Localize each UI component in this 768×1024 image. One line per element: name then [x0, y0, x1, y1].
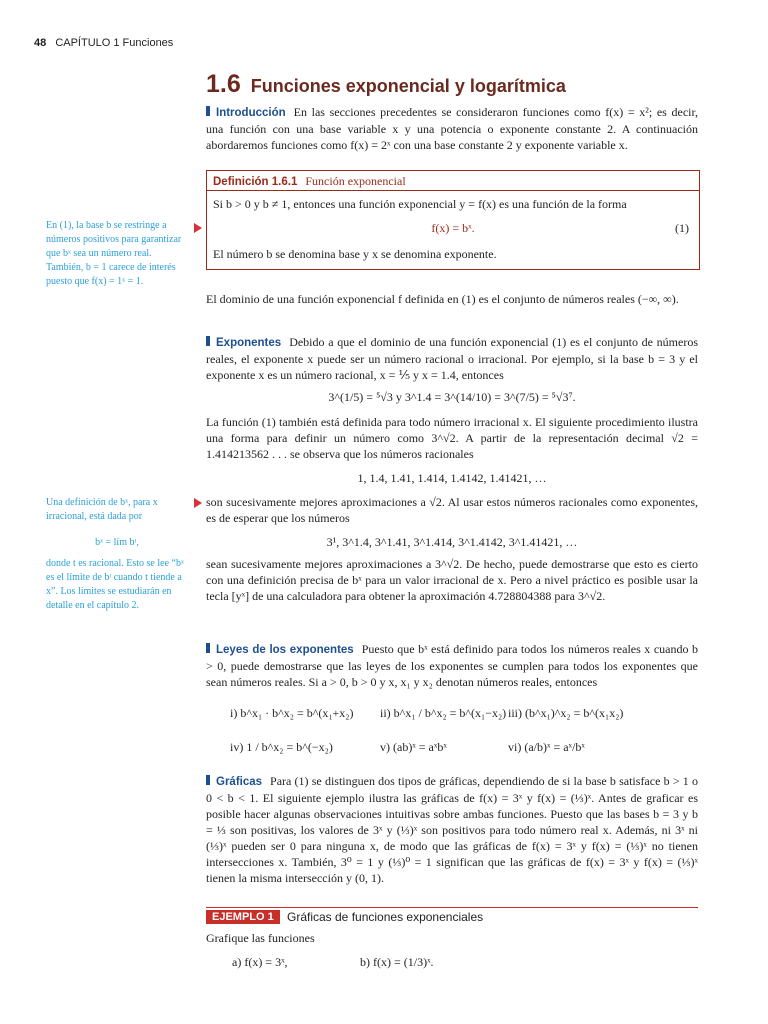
graphs-paragraph: [206, 773, 698, 886]
domain-paragraph: El dominio de una función exponencial f definida en (1) es el conjunto de números reales (−∞, ∞).: [206, 292, 679, 306]
intro-paragraph: [206, 104, 698, 153]
graphs-heading: Gráficas: [216, 776, 263, 788]
chapter-label: CAPÍTULO 1 Funciones: [55, 37, 174, 49]
definition-line1: Si b > 0 y b ≠ 1, entonces una función exponencial y = f(x) es una función de la forma: [213, 197, 627, 211]
definition-name: Función exponencial: [305, 174, 406, 188]
definition-label: Definición 1.6.1: [213, 176, 298, 188]
intro-heading: Introducción: [216, 107, 286, 119]
margin-note-2-formula: bˣ = lím bᵗ,: [95, 537, 139, 548]
intro-text: En las secciones precedentes se consideraron funciones como f(x) = x²; es decir, una función con una base variable x y una potencia o exponente constante 2. A continuación abordaremos funciones como f(x) = 2ˣ con una base constante 2 y exponente variable x.: [206, 105, 698, 152]
power-sequence: 3¹, 3^1.4, 3^1.41, 3^1.414, 3^1.4142, 3^1.41421, …: [326, 535, 578, 549]
law-item: vi) (a/b)ˣ = aˣ/bˣ: [508, 740, 585, 754]
graphs-text: Para (1) se distinguen dos tipos de gráficas, dependiendo de si la base b satisface b > 1 o 0 < b < 1. El siguiente ejemplo ilustra las gráficas de f(x) = 3ˣ y f(x) = (⅓)ˣ. Antes de graficar es posible hacer algunas observaciones intuitivas sobre ambas funciones. Puesto que las bases b = 3 y b = ⅓ son positivas, los valores de 3ˣ y (⅓)ˣ son positivos para todo número real x. Además, ni 3ˣ ni (⅓)ˣ pueden ser 0 para ninguna x, de modo que las gráficas de f(x) = 3ˣ y f(x) = (⅓)ˣ no tienen intersecciones x. También, 3⁰ = 1 y (⅓)⁰ = 1 significan que las gráficas de f(x) = 3ˣ y f(x) = (⅓)ˣ tienen la misma intersección y (0, 1).: [206, 774, 698, 885]
margin-note-1: En (1), la base b se restringe a números positivos para garantizar que bˣ sea un número real. También, b = 1 carece de interés puesto que f(x) = 1ˣ = 1.: [46, 220, 182, 287]
exponents-text3: son sucesivamente mejores aproximaciones a √2. Al usar estos números racionales como exponentes, es de esperar que los números: [206, 495, 698, 525]
exponents-text2: La función (1) también está definida para todo número irracional x. El siguiente procedimiento ilustra una forma para definir un número como 3^√2. A partir de la representación decimal √2 = 1.414213562 . . . se observa que los números racionales: [206, 415, 698, 461]
example-rule: [206, 907, 698, 908]
section-number: 1.6: [206, 70, 241, 98]
heading-bar-icon: [206, 775, 210, 785]
page-header: [34, 37, 173, 49]
heading-bar-icon: [206, 336, 210, 346]
example-part-b: b) f(x) = (1/3)ˣ.: [360, 955, 434, 969]
margin-note-2a: Una definición de bˣ, para x irracional, está dada por: [46, 497, 158, 522]
definition-box: [206, 170, 700, 270]
example-intro: Grafique las funciones: [206, 931, 315, 945]
section-heading: Funciones exponencial y logarítmica: [250, 76, 566, 96]
pointer-arrow-icon: [194, 498, 202, 508]
example-title: Gráficas de funciones exponenciales: [287, 910, 484, 924]
definition-title: [207, 171, 699, 191]
heading-bar-icon: [206, 106, 210, 116]
laws-heading: Leyes de los exponentes: [216, 644, 354, 656]
law-item: v) (ab)ˣ = aˣbˣ: [380, 740, 447, 754]
definition-formula: f(x) = bˣ.: [431, 221, 475, 235]
law-item: i) b^x₁ · b^x₂ = b^(x₁+x₂): [230, 706, 354, 720]
example-part-a: a) f(x) = 3ˣ,: [232, 955, 288, 969]
formula-number: (1): [675, 221, 689, 235]
pointer-arrow-icon: [194, 223, 202, 233]
heading-bar-icon: [206, 643, 210, 653]
law-item: iv) 1 / b^x₂ = b^(−x₂): [230, 740, 333, 754]
laws-text: Puesto que bˣ está definido para todos los números reales x cuando b > 0, puede demostrarse que las leyes de los exponentes se cumplen para todos los exponentes que sean números reales. Si a > 0, b > 0 y x, x₁ y x₂ denotan números reales, entonces: [206, 642, 698, 689]
exponents-formula: 3^(1/5) = ⁵√3 y 3^1.4 = 3^(14/10) = 3^(7/5) = ⁵√3⁷.: [328, 390, 576, 404]
exponents-heading: Exponentes: [216, 337, 282, 349]
exponents-text: Debido a que el dominio de una función exponencial (1) es el conjunto de números reales, el exponente x puede ser un número racional o irracional. Por ejemplo, si la base b = 3 y el exponente x es un número racional, x = ⅕ y x = 1.4, entonces: [206, 335, 698, 382]
definition-line2: El número b se denomina base y x se denomina exponente.: [213, 247, 497, 261]
example-tag: EJEMPLO 1: [206, 910, 280, 924]
rational-sequence: 1, 1.4, 1.41, 1.414, 1.4142, 1.41421, …: [357, 471, 547, 485]
laws-paragraph: [206, 641, 698, 690]
law-item: iii) (b^x₁)^x₂ = b^(x₁x₂): [508, 706, 624, 720]
page-number: 48: [34, 37, 47, 49]
margin-note-2b: donde t es racional. Esto se lee “bˣ es el límite de bᵗ cuando t tiende a x”. Los límites se estudiarán en detalle en el capítulo 2.: [46, 558, 184, 611]
exponents-text4: sean sucesivamente mejores aproximaciones a 3^√2. De hecho, puede demostrarse que esto es cierto con una definición precisa de bˣ para un valor irracional de x. Pero a nivel práctico es posible usar la tecla [yˣ] de una calculadora para obtener la aproximación 4.728804388 para 3^√2.: [206, 557, 698, 603]
exponents-paragraph: [206, 334, 698, 383]
section-title: [206, 70, 566, 99]
law-item: ii) b^x₁ / b^x₂ = b^(x₁−x₂): [380, 706, 507, 720]
